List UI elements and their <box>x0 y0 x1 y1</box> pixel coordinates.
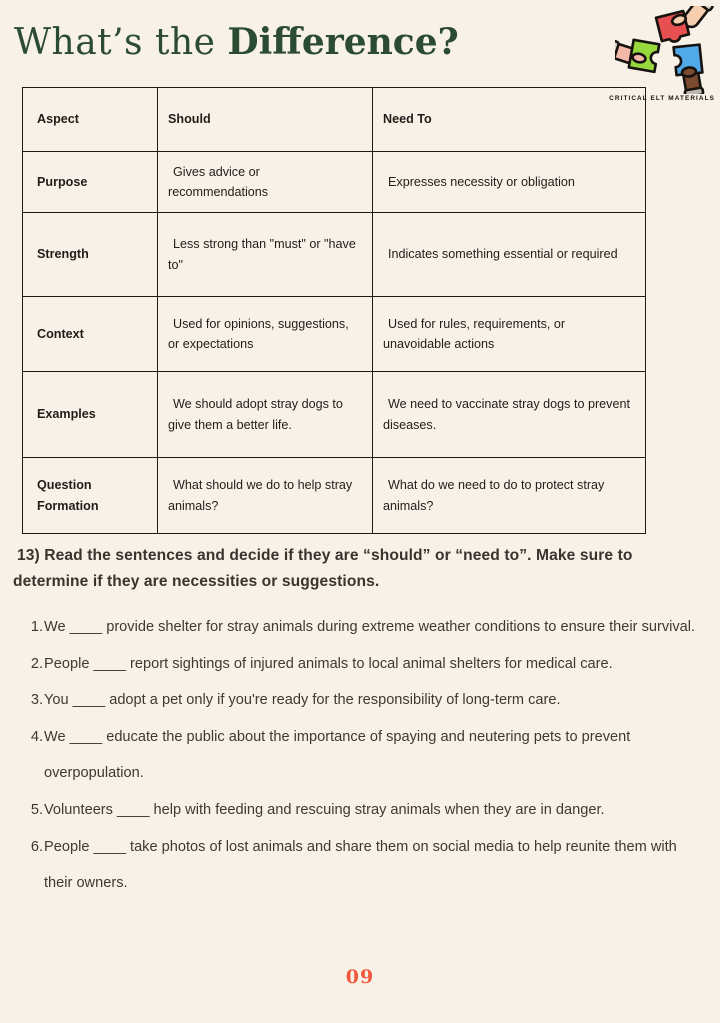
page-title <box>14 20 459 65</box>
list-item <box>30 829 696 902</box>
row-need-to: Expresses necessity or obligation <box>373 152 646 213</box>
table-row <box>23 213 646 297</box>
list-item <box>30 682 696 719</box>
row-need-to: Used for rules, requirements, or unavoidable actions <box>373 297 646 372</box>
header-aspect: Aspect <box>23 88 158 152</box>
row-need-to: We need to vaccinate stray dogs to prevent diseases. <box>373 372 646 458</box>
page-number: 09 <box>345 966 375 988</box>
list-item <box>30 719 696 792</box>
header-should: Should <box>158 88 373 152</box>
item-number: 4. <box>30 728 43 745</box>
comparison-table <box>22 87 646 534</box>
item-text: You ____ adopt a pet only if you're ready for the responsibility of long-term care. <box>44 692 561 709</box>
row-need-to: Indicates something essential or required <box>373 213 646 297</box>
exercise-instruction: 13) Read the sentences and decide if they are “should” or “need to”. Make sure to determine if they are necessities or suggestions. <box>13 547 633 590</box>
item-text: We ____ educate the public about the importance of spaying and neutering pets to prevent overpopulation. <box>44 728 631 782</box>
exercise-section <box>0 543 720 902</box>
item-number: 5. <box>30 801 43 818</box>
row-aspect: Strength <box>23 213 158 297</box>
item-number: 1. <box>30 619 43 635</box>
header-need-to: Need To <box>373 88 646 152</box>
list-item <box>30 792 696 829</box>
row-aspect: Question Formation <box>23 458 158 534</box>
table-row <box>23 458 646 534</box>
page-title-light: What’s the <box>14 22 228 63</box>
row-need-to: What do we need to do to protect stray animals? <box>373 458 646 534</box>
brand-caption: CRITICAL ELT MATERIALS <box>609 95 715 102</box>
table-row <box>23 297 646 372</box>
table-row <box>23 372 646 458</box>
row-should: Gives advice or recommendations <box>158 152 373 213</box>
item-number: 2. <box>30 655 43 672</box>
list-item <box>30 609 696 646</box>
sentence-list <box>30 609 696 902</box>
list-item <box>30 646 696 683</box>
item-text: Volunteers ____ help with feeding and rescuing stray animals when they are in danger. <box>44 801 605 818</box>
item-number: 6. <box>30 838 43 855</box>
table-row <box>23 152 646 213</box>
table-header-row <box>23 88 646 152</box>
row-aspect: Examples <box>23 372 158 458</box>
item-number: 3. <box>30 692 43 709</box>
row-should: Used for opinions, suggestions, or expectations <box>158 297 373 372</box>
page-title-bold: Difference? <box>227 21 459 63</box>
puzzle-hands-icon <box>609 6 715 94</box>
row-should: What should we do to help stray animals? <box>158 458 373 534</box>
item-text: We ____ provide shelter for stray animals during extreme weather conditions to ensure their survival. <box>44 619 696 635</box>
item-text: People ____ take photos of lost animals and share them on social media to help reunite them with their owners. <box>44 838 677 892</box>
row-should: We should adopt stray dogs to give them a better life. <box>158 372 373 458</box>
item-text: People ____ report sightings of injured animals to local animal shelters for medical care. <box>44 655 613 672</box>
row-aspect: Context <box>23 297 158 372</box>
row-should: Less strong than "must" or "have to" <box>158 213 373 297</box>
row-aspect: Purpose <box>23 152 158 213</box>
